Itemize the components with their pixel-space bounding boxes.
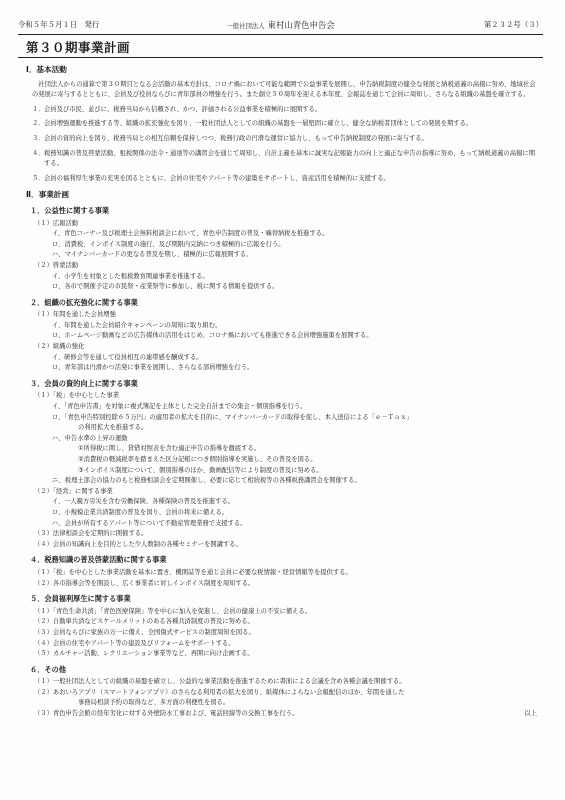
- subsection-title: ２．組織の拡充強化に関する事業: [30, 297, 138, 307]
- basic-item: [32, 174, 539, 185]
- plan-line: （１）「税」を中心とした事業活動を基本に置き、機関誌等を通じ会員に必要な税情報・経営情報等を提供する。: [34, 568, 352, 576]
- plan-line: の利用拡大を推進する。: [78, 424, 148, 432]
- basic-item: [32, 149, 539, 170]
- plan-line: （１）「税」を中心とした事業: [34, 392, 120, 400]
- plan-line: イ、研修会等を通して役員相互の連帯感を醸成する。: [52, 353, 203, 361]
- page-header: [18, 18, 543, 32]
- basic-intro: 社団法人からの通算で第３０期目となる会活動の基本方針は、コロナ禍において可能な範囲で公益事業を展開し、申告納税制度の健全な発展と納税道義の高揚に努め、地域社会の発展に寄与するとともに、会員及び役員ならびに青年部員の増強を行う。また創立５０周年を迎える本年度、会報誌を通じて会員に周知し、さらなる組織の基盤を確立する。: [32, 80, 536, 99]
- plan-line: （３）法律相談会を定期的に開催する。: [34, 530, 148, 538]
- title-rule: [18, 57, 543, 58]
- final-line-text: （３）青色申告会館の経年劣化に対する外壁防水工事および、電話回線等の交換工事を行う。: [34, 710, 299, 718]
- plan-line: イ、「青色申告書」を対象に複式簿記を主体とした完全自計までの集会・個別指導を行う。: [52, 403, 307, 411]
- plan-line: ハ、申告水準の上昇の運動: [52, 434, 128, 442]
- header-rule: [18, 34, 543, 35]
- issue-number: 第２３２号（３）: [483, 20, 543, 29]
- basic-item: [32, 105, 539, 116]
- plan-line: （２）啓蒙活動: [34, 261, 79, 269]
- document-body: [22, 63, 543, 720]
- section-heading-basic: Ⅰ．基本活動: [26, 65, 67, 74]
- plan-line: ①所得税に関し、貸借対照表を含む適正申告の指導を徹底する。: [78, 445, 260, 453]
- basic-item-text: 会員の福利厚生事業の充実を図るとともに、会員の住宅やアパート等の建築をサポートし、資産活用を積極的に支援する。: [44, 174, 390, 182]
- plan-line: （２）組織の強化: [34, 343, 85, 351]
- plan-line: イ、青色コーナー及び税理士会無料相談会において、青色申告制度の普及・噛替納税を推進する。: [52, 230, 329, 238]
- end-mark: 以上: [524, 710, 537, 718]
- subsection-lines: [22, 391, 543, 550]
- publisher: [18, 18, 543, 33]
- plan-line: （２）自動車共済などスケールメリットのある各種共済制度の普及に努める。: [34, 618, 254, 626]
- publisher-name: 東村山青色申告会: [267, 20, 335, 30]
- page-title: 第３０期事業計画: [26, 40, 131, 55]
- subsection-title: １．公益性に関する事業: [30, 205, 110, 215]
- plan-line: ニ、税理士部会の協力のもと税務相談会を定期開催し、必要に応じて相続税等の各種税務講習会を開催する。: [52, 477, 361, 485]
- plan-line: ロ、「青色申告特別控除６５万円」の適用者の拡大を目的に、マイナンバーカードの取得を促し、本人送信による「ｅ－Ｔａｘ」: [52, 413, 413, 421]
- plan-line: （１）「青色生命共済」「青色医療保険」等を中心に加入を促進し、会員の健康上の不安に備える。: [34, 607, 312, 615]
- plan-line: （２）あおいろアプリ（スマートフォンアプリ）のさらなる利用者の拡大を図り、紙媒体によらない会報配信のほか、年間を通した: [34, 688, 405, 696]
- plan-line: （４）会員の住宅やアパート等の建設及びリフォームをサポートする。: [34, 639, 235, 647]
- plan-line: ロ、青年部は円滑かつ活発に事業を展開し、さらなる部員増強を行う。: [52, 364, 254, 372]
- plan-line: （５）カルチャー活動、レクリエーション事業等など、再開に向け企画する。: [34, 650, 254, 658]
- plan-line: イ、一人親方労災を含む労働保険、各種保険の普及を推進する。: [52, 498, 235, 506]
- subsection-title: ５．会員福利厚生に関する事業: [30, 594, 131, 604]
- subsection-title: ４．税務知識の普及啓蒙活動に関する事業: [30, 555, 167, 565]
- basic-item-text: 税務知識の普及啓蒙活動、租税関係の法令・通達等の講習会を通じて周知し、自計主義を基本に誠実な記帳能力の向上と適正な申告の指導に努め、もって納税道義の高揚に期する。: [44, 149, 535, 168]
- plan-line: ③インボイス制度について、個別指導のほか、動画配信等により制度の普及に努める。: [78, 466, 323, 474]
- plan-line: （２）「経営」に関する事業: [34, 487, 113, 495]
- subsection-title: ３．会員の資的向上に関する事業: [30, 378, 138, 388]
- subsection-lines: [22, 219, 543, 293]
- subsection-title: ６．その他: [30, 664, 66, 674]
- subsection-lines: [22, 568, 543, 589]
- basic-item-number: ５．: [32, 174, 45, 182]
- plan-line: イ、年間を通した会員紹介キャンペーンの周知に取り組む。: [52, 321, 222, 329]
- plan-line: （１）年間を通した会員増強: [34, 311, 116, 319]
- plan-line: 事務局相談予約の取得など、多方面の利便性を図る。: [78, 699, 230, 707]
- basic-item-number: ３．: [32, 134, 45, 142]
- basic-item-text: 会員の資的向上を図り、税務当局との相互信頼を保持しつつ、税務行政の円滑な運営に協力し、もって申告納税制度の発展に寄与する。: [44, 134, 428, 142]
- basic-item-text: 会員増強運動を推進する等、組織の拡充強化を図り、一般社団法人としての組織の基盤を一層堅固に確立し、健全な納税者団体としての発展を期する。: [44, 120, 473, 128]
- plan-line: ロ、ホームページ動画などの広告媒体の活用をはじめ、コロナ禍においても推進できる会員増強施策を展開する。: [52, 332, 373, 340]
- plan-line: ロ、小規模企業共済制度の普及を図り、会員の将来に備える。: [52, 508, 229, 516]
- subsection-lines: [22, 607, 543, 660]
- plan-line: （１）広報活動: [34, 219, 79, 227]
- basic-item-number: ４．: [32, 149, 45, 157]
- basic-item-number: １．: [32, 105, 45, 113]
- plan-line: （４）会員の知識向上を目的とした少人数制の各種セミナーを開講する。: [34, 540, 242, 548]
- plan-line: （１）一般社団法人としての組織の基盤を確立し、公益的な事業活動を推進するために書面による会議を含め各種会議を開催する。: [34, 678, 406, 686]
- basic-item: [32, 119, 539, 130]
- basic-items-list: [22, 105, 543, 185]
- plan-line: ハ、会員が所有するアパート等について不動産管理業務で支援する。: [52, 519, 247, 527]
- basic-item-number: ２．: [32, 120, 45, 128]
- subsection-lines: [22, 310, 543, 374]
- publisher-prefix: 一般社団法人: [226, 22, 265, 30]
- basic-item: [32, 134, 539, 145]
- basic-item-text: 会員及び市民、並びに、税務当局から信頼され、かつ、評価される公益事業を積極的に展開する。: [44, 105, 322, 113]
- section-heading-plan: Ⅱ．事業計画: [26, 190, 69, 200]
- plan-line: ②消費税の軽減税率を踏まえた区分記帳につき個別指導を実施し、その普及を図る。: [78, 456, 317, 463]
- plan-line: （３）会員ならびに家族の万一に備え、全国傷式サービスの制度周知を図る。: [34, 628, 255, 636]
- plan-line: ロ、消費税、インボイス制度の施行、及び期限内完納につき積極的に広報を行う。: [52, 240, 285, 248]
- final-line: [34, 709, 543, 720]
- plan-line: ロ、各市で開催予定の市民祭・産業祭等に参加し、税に関する情報を提供する。: [52, 283, 279, 291]
- plan-line: ハ、マイナンバーカードの更なる普及を期し、積極的に広報展開する。: [52, 251, 253, 259]
- subsection-lines: [22, 677, 543, 709]
- plan-line: イ、小学生を対象とした租税教育関連事業を推進する。: [52, 272, 209, 280]
- plan-line: （２）各市指導会等を開設し、広く事業者に対しインボイス制度を周知する。: [34, 579, 255, 587]
- issue-date: 令和５年５月１日 発行: [18, 20, 100, 29]
